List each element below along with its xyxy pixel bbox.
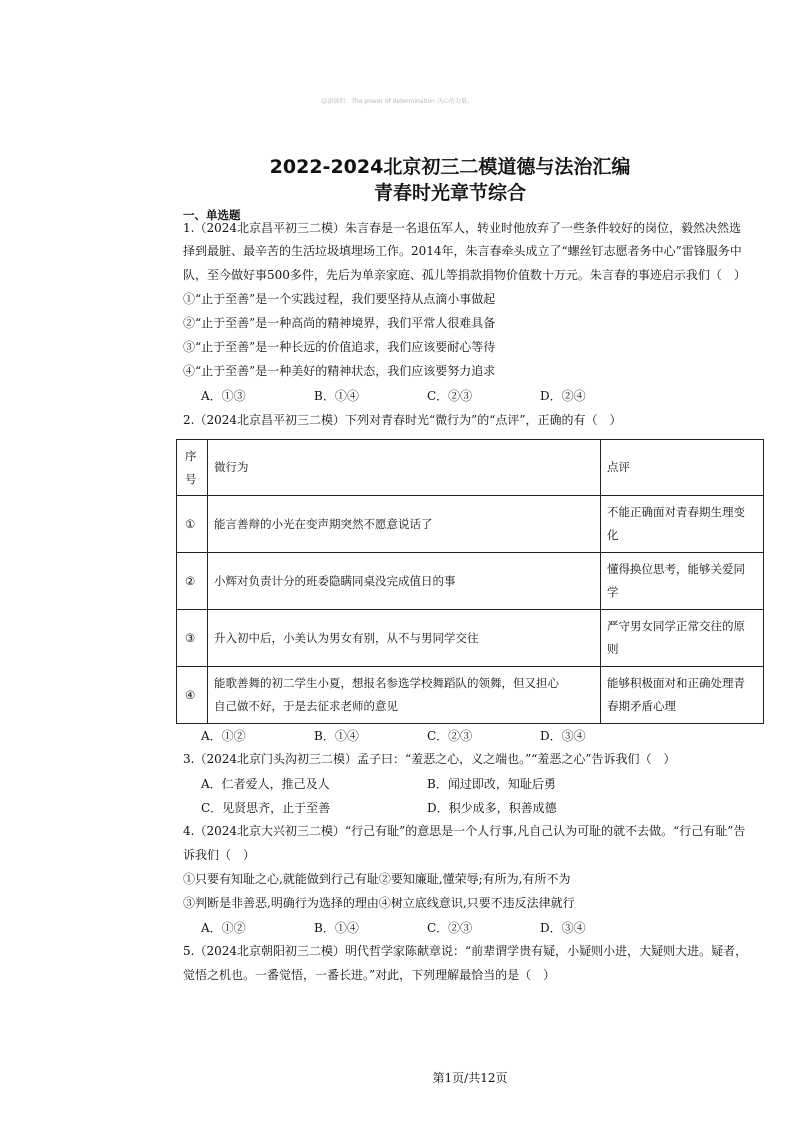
question-stem-line: 觉悟之机也。一番觉悟，一番长进。”对此，下列理解最恰当的是（ ） [183,968,556,982]
statement-item: ①“止于至善”是一个实践过程，我们要坚持从点滴小事做起 [183,292,496,306]
question-stem-line: 队，至今做好事500多件，先后为单亲家庭、孤儿等捐款捐物价值数十万元。朱言春的事迹启示我们（ ） [183,268,746,282]
row-behavior: 小辉对负责计分的班委隐瞒同桌没完成值日的事 [208,553,601,610]
answer-options [201,775,653,792]
row-number: ④ [177,667,208,724]
statement-item: ①只要有知耻之心,就能做到行己有耻②要知廉耻,懂荣辱;有所为,有所不为 [183,872,571,886]
row-comment: 能够积极面对和正确处理青 春期矛盾心理 [601,667,764,724]
row-number: ③ [177,610,208,667]
option-b[interactable]: B．①④ [314,729,359,743]
header-behavior: 微行为 [208,440,601,496]
question-stem-line: 诉我们（ ） [183,848,256,862]
option-b[interactable]: B．①④ [314,921,359,935]
option-a[interactable]: A．①② [201,729,246,743]
option-d[interactable]: D．③④ [540,729,586,743]
header-number: 序 号 [177,440,208,496]
table-row [177,496,764,553]
question-stem-line: 1.（2024北京昌平初三二模）朱言春是一名退伍军人，转业时他放弃了一些条件较好的岗位，毅然决然选 [183,221,741,235]
question-stem-line: 5.（2024北京朝阳初三二模）明代哲学家陈献章说：“前辈谓学贵有疑，小疑则小进，大疑则大进。疑者， [183,944,748,958]
option-d[interactable]: D．②④ [540,389,586,403]
option-b[interactable]: B．闻过即改，知耻后勇 [427,777,556,791]
row-comment: 严守男女同学正常交往的原 则 [601,610,764,667]
option-a[interactable]: A．仁者爱人，推己及人 [201,777,330,791]
option-a[interactable]: A．①② [201,921,246,935]
answer-options [201,727,653,744]
document-title: 2022-2024北京初三二模道德与法治汇编 [269,156,631,178]
option-c[interactable]: C．②③ [427,921,473,935]
page-number: 第1页/共12页 [432,1071,508,1085]
statement-item: ④“止于至善”是一种美好的精神状态，我们应该要努力追求 [183,364,496,378]
row-number: ② [177,553,208,610]
table-row [177,553,764,610]
option-d[interactable]: D．③④ [540,921,586,935]
row-number: ① [177,496,208,553]
answer-options [201,387,653,404]
section-heading: 一、单选题 [183,208,241,222]
option-d[interactable]: D．积少成多，积善成德 [427,801,557,815]
statement-item: ③判断是非善恶,明确行为选择的理由④树立底线意识,只要不违反法律就行 [183,896,575,910]
row-behavior: 能歌善舞的初二学生小夏，想报名参选学校舞蹈队的领舞，但又担心 自己做不好，于是去征求老师的意见 [208,667,601,724]
option-b[interactable]: B．①④ [314,389,359,403]
answer-options [201,799,653,816]
option-c[interactable]: C．见贤思齐，止于至善 [201,801,331,815]
question-stem: 3.（2024北京门头沟初三二模）孟子曰：“羞恶之心，义之端也。”“羞恶之心”告诉我们（ ） [183,752,676,766]
table-row [177,667,764,724]
table-header-row [177,440,764,496]
question-stem: 2.（2024北京昌平初三二模）下列对青春时光“微行为”的“点评”，正确的有（ ） [183,413,622,427]
answer-options [201,919,653,936]
table-row [177,610,764,667]
behavior-table [176,439,764,724]
option-c[interactable]: C．②③ [427,389,473,403]
question-stem-line: 4.（2024北京大兴初三二模）“行己有耻”的意思是一个人行事,凡自己认为可耻的就不去做。“行己有耻”告 [183,824,746,838]
statement-item: ③“止于至善”是一种长远的价值追求，我们应该要耐心等待 [183,340,496,354]
document-subtitle: 青春时光章节综合 [373,182,526,204]
row-comment: 不能正确面对青春期生理变 化 [601,496,764,553]
statement-item: ②“止于至善”是一种高尚的精神境界，我们平常人很难具备 [183,316,496,330]
row-behavior: 升入初中后，小美认为男女有别，从不与男同学交往 [208,610,601,667]
option-c[interactable]: C．②③ [427,729,473,743]
header-comment: 点评 [601,440,764,496]
question-stem-line: 择到最脏、最辛苦的生活垃圾填埋场工作。2014年，朱言春牵头成立了“螺丝钉志愿者务中心”雷锋服务中 [183,244,742,258]
option-a[interactable]: A．①③ [201,389,246,403]
watermark-text: ☺添加的：The power of determination 决心的力量。 [321,98,473,105]
row-comment: 懂得换位思考，能够关爱同 学 [601,553,764,610]
row-behavior: 能言善辩的小光在变声期突然不愿意说话了 [208,496,601,553]
